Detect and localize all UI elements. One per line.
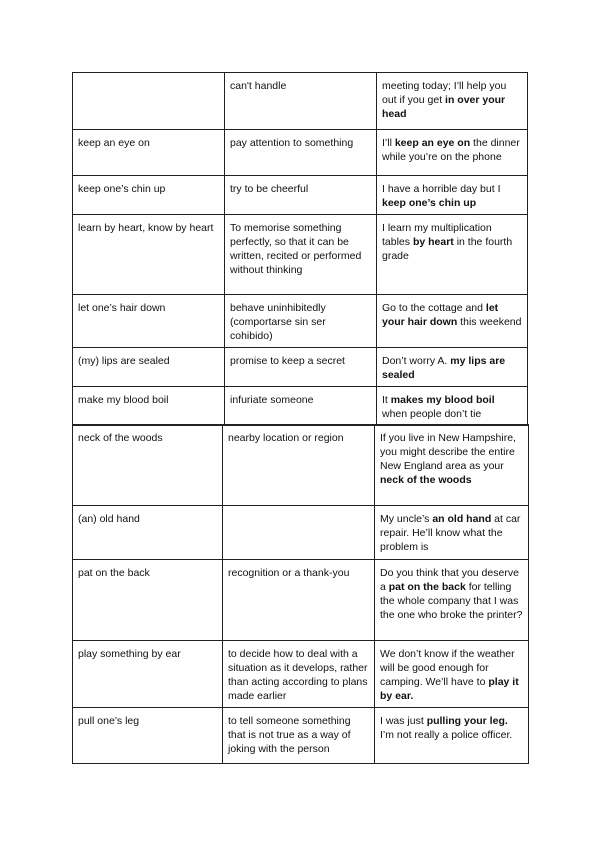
example-cell bbox=[377, 176, 528, 215]
example-text: meeting today; I’ll help you out if you get bbox=[382, 80, 507, 106]
table-row bbox=[73, 73, 528, 130]
example-text: I have a horrible day but I bbox=[382, 183, 501, 195]
table-row bbox=[73, 176, 528, 215]
table-row bbox=[73, 215, 528, 295]
example-cell bbox=[377, 73, 528, 130]
meaning-cell bbox=[223, 506, 375, 560]
idiom-cell: learn by heart, know by heart bbox=[73, 215, 225, 295]
meaning-cell: to tell someone something that is not true as a way of joking with the person bbox=[223, 708, 375, 764]
example-text: when people don’t tie bbox=[382, 408, 482, 420]
meaning-cell: nearby location or region bbox=[223, 425, 375, 506]
meaning-cell: To memorise something perfectly, so that it can be written, recited or performed without thinking bbox=[225, 215, 377, 295]
idiom-highlight: in over your head bbox=[382, 94, 506, 120]
example-text: for telling the whole company that I was the one who broke the printer? bbox=[380, 581, 523, 621]
idioms-table-1 bbox=[72, 72, 528, 426]
idiom-highlight: makes my blood boil bbox=[390, 394, 495, 406]
idiom-cell: pat on the back bbox=[73, 560, 223, 641]
idiom-cell: keep one’s chin up bbox=[73, 176, 225, 215]
table-row bbox=[73, 295, 528, 348]
example-cell bbox=[377, 130, 528, 176]
idiom-highlight: keep an eye on bbox=[394, 137, 471, 149]
example-text: If you live in New Hampshire, you might describe the entire New England area as your bbox=[380, 432, 516, 472]
example-text: I’m not really a police officer. bbox=[380, 729, 513, 741]
example-text: Don’t worry A. bbox=[382, 355, 451, 367]
meaning-cell: recognition or a thank-you bbox=[223, 560, 375, 641]
idiom-highlight: my lips are sealed bbox=[382, 355, 506, 381]
example-cell bbox=[375, 708, 529, 764]
table-row bbox=[73, 387, 528, 426]
example-text: at car repair. He’ll know what the problem is bbox=[380, 513, 521, 553]
example-cell bbox=[377, 348, 528, 387]
meaning-cell: behave uninhibitedly (comportarse sin ser cohibido) bbox=[225, 295, 377, 348]
table-row bbox=[73, 348, 528, 387]
table-row bbox=[73, 708, 529, 764]
example-text: the dinner while you’re on the phone bbox=[382, 137, 520, 163]
table-row bbox=[73, 641, 529, 708]
example-text: I learn my multiplication tables bbox=[382, 222, 492, 248]
example-text: in the fourth grade bbox=[382, 236, 513, 262]
example-cell bbox=[375, 425, 529, 506]
idiom-highlight: an old hand bbox=[432, 513, 492, 525]
example-cell bbox=[377, 387, 528, 426]
idiom-highlight: pat on the back bbox=[388, 581, 466, 593]
example-text: Go to the cottage and bbox=[382, 302, 486, 314]
idiom-cell: (an) old hand bbox=[73, 506, 223, 560]
table-body bbox=[73, 425, 529, 764]
idiom-cell: let one’s hair down bbox=[73, 295, 225, 348]
idiom-cell: (my) lips are sealed bbox=[73, 348, 225, 387]
meaning-cell: promise to keep a secret bbox=[225, 348, 377, 387]
table-row bbox=[73, 425, 529, 506]
idiom-highlight: neck of the woods bbox=[380, 474, 472, 486]
example-text: this weekend bbox=[457, 316, 522, 328]
example-cell bbox=[375, 560, 529, 641]
example-cell bbox=[375, 641, 529, 708]
idiom-highlight: by heart bbox=[412, 236, 454, 248]
idiom-highlight: pulling your leg. bbox=[426, 715, 508, 727]
table-row bbox=[73, 560, 529, 641]
idiom-cell: play something by ear bbox=[73, 641, 223, 708]
meaning-cell: infuriate someone bbox=[225, 387, 377, 426]
example-cell bbox=[377, 215, 528, 295]
table-row bbox=[73, 130, 528, 176]
example-text: My uncle’s bbox=[380, 513, 433, 525]
example-text: I’ll bbox=[382, 137, 395, 149]
idiom-highlight: keep one’s chin up bbox=[382, 197, 477, 209]
idioms-table-2 bbox=[72, 424, 529, 764]
meaning-cell: pay attention to something bbox=[225, 130, 377, 176]
example-text: I was just bbox=[380, 715, 427, 727]
table-row bbox=[73, 506, 529, 560]
idiom-highlight: let your hair down bbox=[382, 302, 499, 328]
example-cell bbox=[375, 506, 529, 560]
meaning-cell: try to be cheerful bbox=[225, 176, 377, 215]
idiom-cell: neck of the woods bbox=[73, 425, 223, 506]
idiom-cell bbox=[73, 73, 225, 130]
idiom-cell: keep an eye on bbox=[73, 130, 225, 176]
idiom-cell: pull one’s leg bbox=[73, 708, 223, 764]
idiom-highlight: play it by ear. bbox=[380, 676, 519, 702]
idiom-cell: make my blood boil bbox=[73, 387, 225, 426]
meaning-cell: can't handle bbox=[225, 73, 377, 130]
example-text: We don’t know if the weather will be good enough for camping. We’ll have to bbox=[380, 648, 515, 688]
example-text: It bbox=[382, 394, 391, 406]
example-cell bbox=[377, 295, 528, 348]
example-text: Do you think that you deserve a bbox=[380, 567, 519, 593]
table-body bbox=[73, 73, 528, 426]
meaning-cell: to decide how to deal with a situation as it develops, rather than acting according to plans made earlier bbox=[223, 641, 375, 708]
